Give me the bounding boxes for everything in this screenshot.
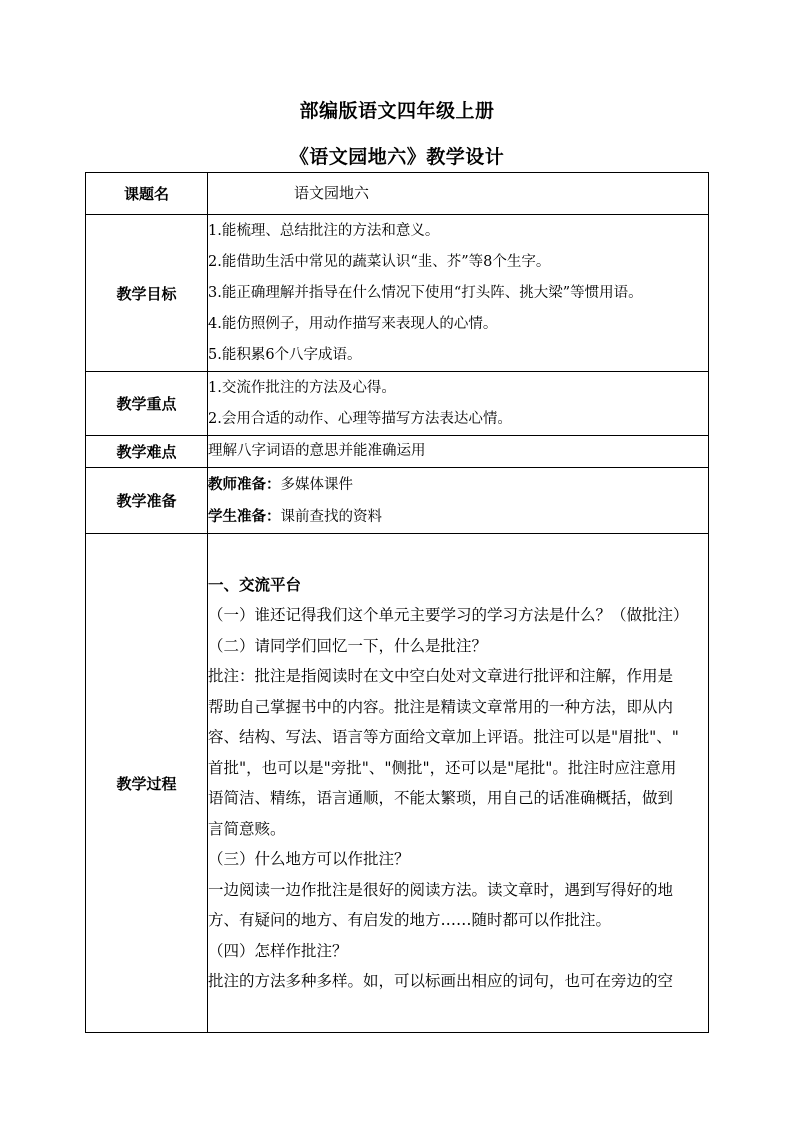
process-line: 语简洁、精练，语言通顺，不能太繁琐，用自己的话准确概括，做到 (208, 789, 674, 807)
goal-item: 1.能梳理、总结批注的方法和意义。 (208, 222, 440, 239)
document-title: 部编版语文四年级上册 (299, 100, 495, 122)
process-line: 一边阅读一边作批注是很好的阅读方法。读文章时，遇到写得好的地 (208, 880, 674, 899)
topic-value: 语文园地六 (294, 184, 370, 202)
keypoints-label: 教学重点 (86, 372, 208, 436)
goal-item: 2.能借助生活中常见的蔬菜认识“韭、芥”等8个生字。 (208, 253, 551, 270)
process-line: （二）请同学们回忆一下，什么是批注？ (208, 636, 488, 655)
process-line: （四）怎样作批注？ (208, 941, 348, 960)
keypoint-item: 1.交流作批注的方法及心得。 (208, 379, 396, 396)
teacher-prep-label: 教师准备： (208, 475, 281, 493)
document-subtitle: 《语文园地六》教学设计 (289, 146, 505, 168)
process-line: 方、有疑问的地方、有启发的地方……随时都可以作批注。 (208, 911, 612, 929)
process-line: 首批"，也可以是"旁批"、"侧批"，还可以是"尾批"。批注时应注意用 (208, 758, 677, 777)
prep-cell (208, 468, 709, 534)
teacher-prep-value: 多媒体课件 (280, 476, 353, 493)
goal-item: 4.能仿照例子，用动作描写来表现人的心情。 (208, 315, 498, 332)
process-label: 教学过程 (86, 534, 208, 1033)
goals-label: 教学目标 (86, 215, 208, 372)
table-row-goals (86, 215, 709, 372)
goals-cell (208, 215, 709, 372)
student-prep-value: 课前查找的资料 (280, 508, 382, 525)
table-row-process (86, 534, 709, 1033)
difficulty-cell (208, 436, 709, 468)
keypoints-cell (208, 372, 709, 436)
difficulty-label: 教学难点 (86, 436, 208, 468)
process-line: 帮助自己掌握书中的内容。批注是精读文章常用的一种方法，即从内 (208, 697, 674, 716)
goal-item: 3.能正确理解并指导在什么情况下使用“打头阵、挑大梁”等惯用语。 (208, 284, 643, 301)
table-row-prep (86, 468, 709, 534)
difficulty-value: 理解八字词语的意思并能准确运用 (208, 443, 426, 459)
process-line: 批注的方法多种多样。如，可以标画出相应的词句，也可在旁边的空 (208, 972, 674, 990)
process-line: （三）什么地方可以作批注？ (208, 850, 410, 868)
table-row-topic (86, 173, 709, 215)
process-line: 容、结构、写法、语言等方面给文章加上评语。批注可以是"眉批"、" (208, 728, 679, 746)
student-prep-label: 学生准备： (208, 507, 281, 525)
student-prep (208, 501, 708, 533)
table-row-difficulty (86, 436, 709, 468)
process-cell (208, 534, 709, 1033)
process-line: （一）谁还记得我们这个单元主要学习的学习方法是什么？（做批注） (208, 606, 689, 624)
prep-label: 教学准备 (86, 468, 208, 534)
teacher-prep (208, 469, 708, 501)
keypoint-item: 2.会用合适的动作、心理等描写方法表达心情。 (208, 410, 512, 427)
process-line: 批注：批注是指阅读时在文中空白处对文章进行批评和注解，作用是 (208, 667, 674, 685)
process-line: 言简意赅。 (208, 819, 286, 838)
goal-item: 5.能积累6个八字成语。 (208, 346, 362, 363)
topic-cell (208, 173, 709, 215)
topic-label: 课题名 (86, 173, 208, 215)
lesson-plan-table (85, 172, 709, 1033)
process-section-title: 一、交流平台 (208, 574, 302, 594)
table-row-keypoints (86, 372, 709, 436)
